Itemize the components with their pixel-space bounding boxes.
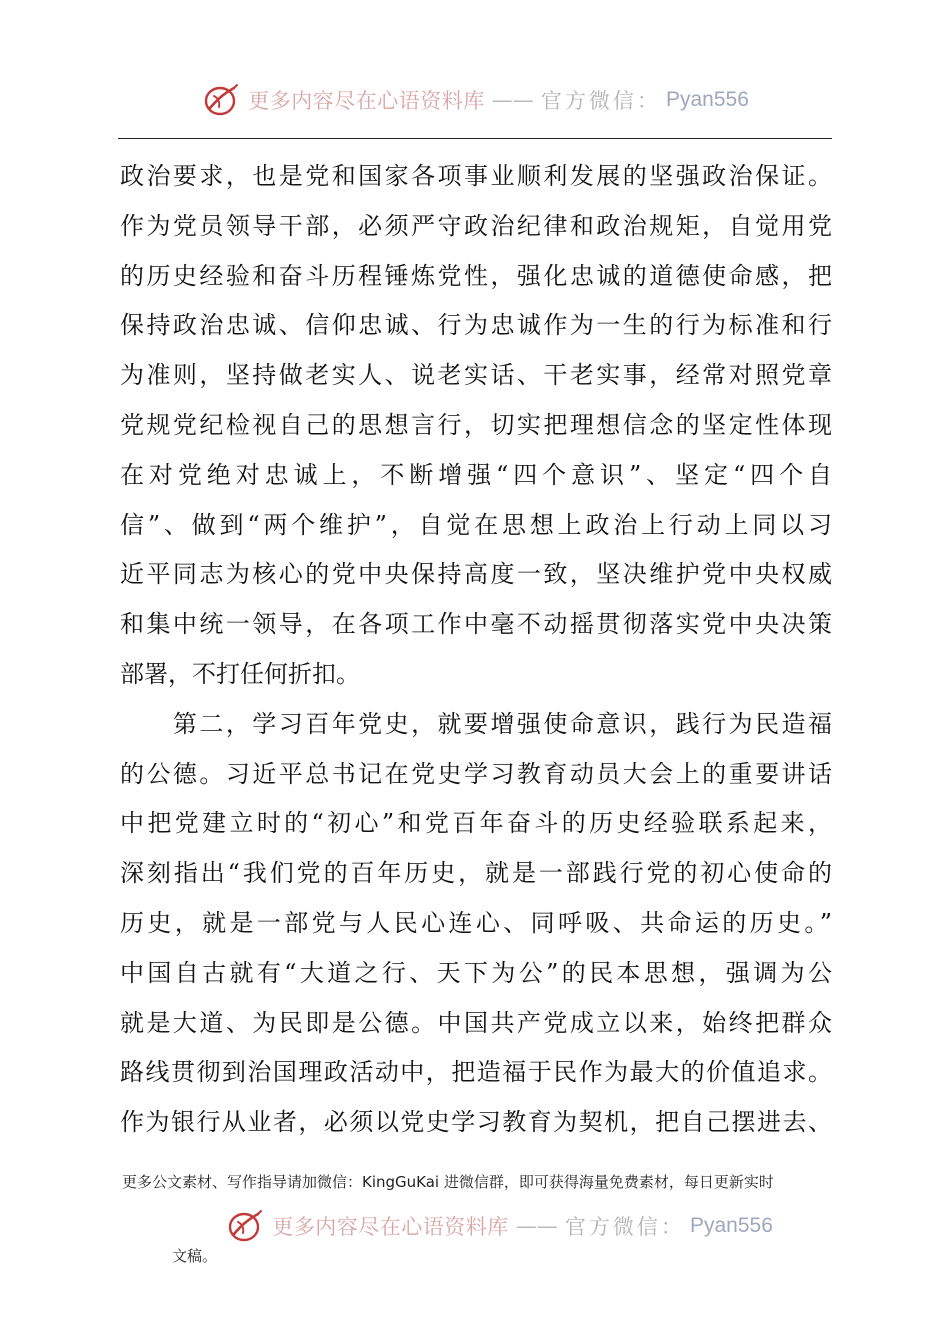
header-divider xyxy=(118,138,832,139)
document-body xyxy=(120,152,832,1148)
header-watermark xyxy=(0,82,950,118)
watermark-wechat-id: Pyan556 xyxy=(665,88,749,111)
watermark-wechat-id: Pyan556 xyxy=(689,1214,773,1237)
brand-logo-icon xyxy=(201,82,241,118)
body-line: 和集中统一领导，在各项工作中毫不动摇贯彻落实党中央决策 xyxy=(120,610,832,639)
body-line: 政治要求，也是党和国家各项事业顺利发展的坚强政治保证。 xyxy=(120,162,832,190)
body-line: 第二，学习百年党史，就要增强使命意识，践行为民造福 xyxy=(120,709,832,738)
brand-logo-icon xyxy=(225,1208,265,1244)
watermark-official-text: 官方微信： xyxy=(564,1215,685,1239)
body-line: 在对党绝对忠诚上，不断增强“四个意识”、坚定“四个自 xyxy=(120,460,832,489)
footer-note: 更多公文素材、写作指导请加微信：KingGuKai 进微信群，即可获得海量免费素材，每日更新实时 xyxy=(122,1173,774,1191)
footer-watermark xyxy=(24,1208,950,1244)
body-line: 党规党纪检视自己的思想言行，切实把理想信念的坚定性体现 xyxy=(120,410,832,439)
body-line: 作为党员领导干部，必须严守政治纪律和政治规矩，自觉用党 xyxy=(120,211,832,240)
watermark-brand-text: 更多内容尽在心语资料库 xyxy=(248,89,485,113)
watermark-dash: —— xyxy=(491,88,534,112)
body-line: 就是大道、为民即是公德。中国共产党成立以来，始终把群众 xyxy=(120,1008,832,1037)
watermark-brand-text: 更多内容尽在心语资料库 xyxy=(272,1215,509,1239)
body-line: 为准则，坚持做老实人、说老实话、干老实事，经常对照党章 xyxy=(120,361,832,390)
body-line: 部署，不打任何折扣。 xyxy=(120,659,360,688)
body-line: 历史，就是一部党与人民心连心、同呼吸、共命运的历史。” xyxy=(120,908,832,937)
body-line: 保持政治忠诚、信仰忠诚、行为忠诚作为一生的行为标准和行 xyxy=(120,311,832,340)
footer-note-continuation: 文稿。 xyxy=(172,1247,218,1265)
body-line: 近平同志为核心的党中央保持高度一致，坚决维护党中央权威 xyxy=(120,560,832,589)
body-line: 路线贯彻到治国理政活动中，把造福于民作为最大的价值追求。 xyxy=(120,1058,832,1087)
body-line: 中把党建立时的“初心”和党百年奋斗的历史经验联系起来， xyxy=(120,809,832,838)
body-line: 作为银行从业者，必须以党史学习教育为契机，把自己摆进去、 xyxy=(120,1108,832,1137)
watermark-official-text: 官方微信： xyxy=(540,89,661,113)
body-line: 信”、做到“两个维护”，自觉在思想上政治上行动上同以习 xyxy=(120,510,832,539)
body-line: 的公德。习近平总书记在党史学习教育动员大会上的重要讲话 xyxy=(120,759,832,788)
body-line: 的历史经验和奋斗历程锤炼党性，强化忠诚的道德使命感，把 xyxy=(120,261,832,290)
watermark-dash: —— xyxy=(515,1214,558,1238)
body-line: 中国自古就有“大道之行、天下为公”的民本思想，强调为公 xyxy=(120,958,832,987)
body-line: 深刻指出“我们党的百年历史，就是一部践行党的初心使命的 xyxy=(120,859,832,888)
